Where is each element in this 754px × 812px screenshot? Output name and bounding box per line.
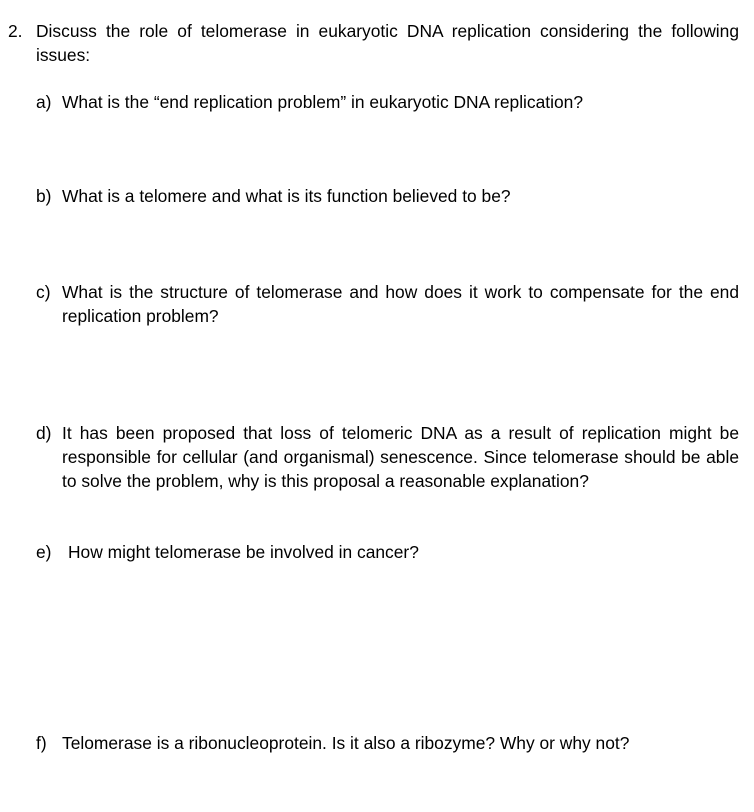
part-text: How might telomerase be involved in cancer? [68,542,419,562]
part-label: d) [36,423,52,443]
part-d [36,421,739,493]
part-text: What is the “end replication problem” in eukaryotic DNA replication? [62,92,583,112]
part-label: f) [36,733,47,753]
question-number: 2. [8,21,23,41]
part-label: b) [36,186,52,206]
part-text: What is the structure of telomerase and how does it work to compensate for the end replication problem? [62,282,739,326]
part-label: c) [36,282,51,302]
part-c [36,280,739,328]
part-label: e) [36,542,52,562]
question-text: Discuss the role of telomerase in eukaryotic DNA replication considering the following issues: [36,21,739,65]
part-label: a) [36,92,52,112]
part-a [36,90,739,114]
part-text: Telomerase is a ribonucleoprotein. Is it also a ribozyme? Why or why not? [62,733,630,753]
part-text: What is a telomere and what is its function believed to be? [62,186,511,206]
question-2 [8,19,739,67]
part-text: It has been proposed that loss of telomeric DNA as a result of replication might be responsible for cellular (and organismal) senescence. Since telomerase should be able to solve the problem, why is this proposal a reasonable explanation? [62,423,739,491]
part-f [36,731,739,755]
part-e [36,540,739,564]
part-b [36,184,739,208]
